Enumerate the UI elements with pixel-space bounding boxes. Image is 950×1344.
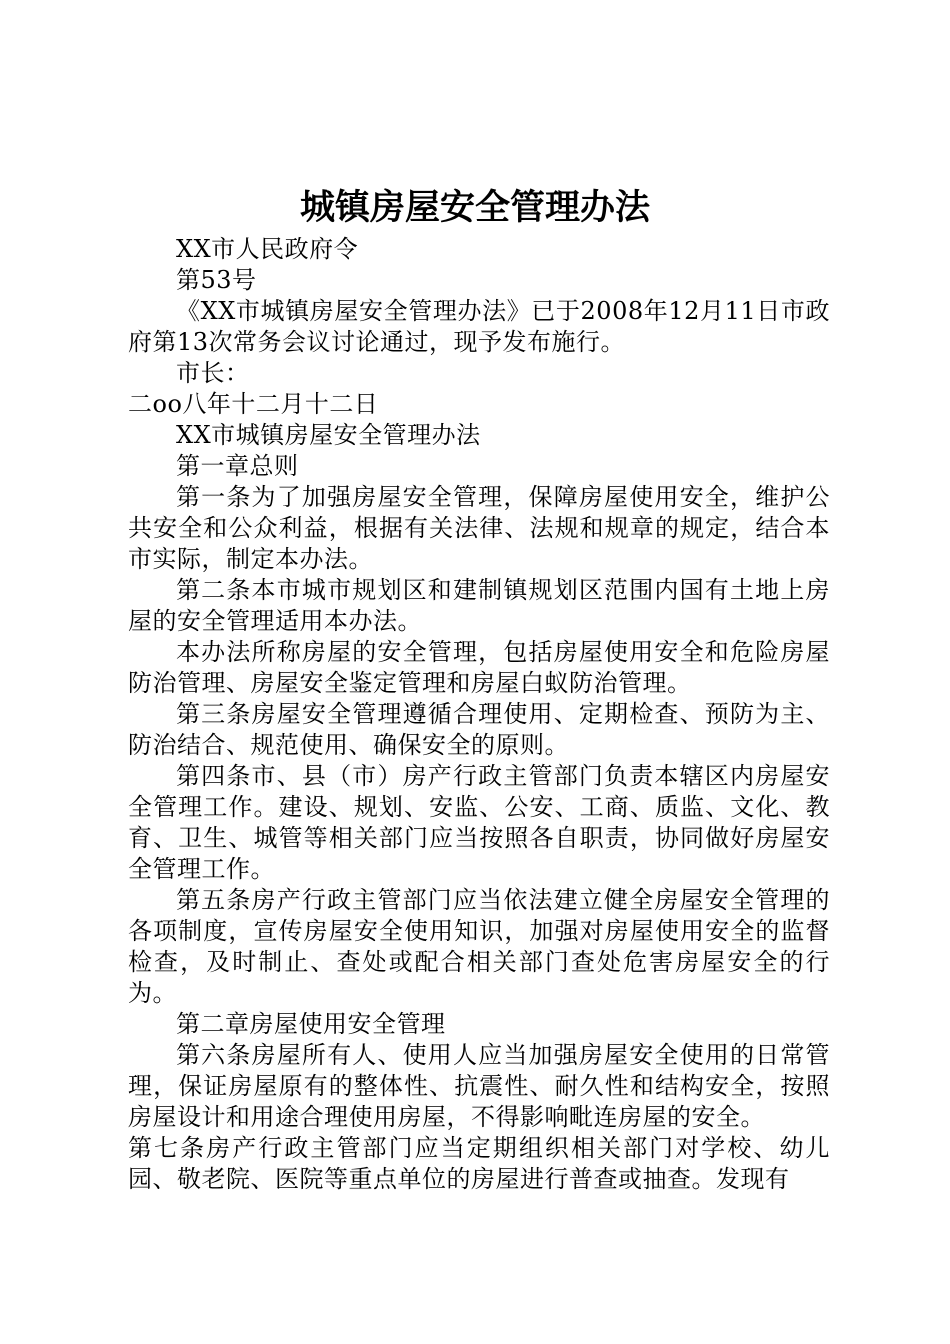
paragraph-mayor: 市长： [176,359,250,387]
paragraph-regulation-title: XX市城镇房屋安全管理办法 [176,421,481,449]
article-paragraph: 第三条房屋安全管理遵循合理使用、定期检查、预防为主、防治结合、规范使用、确保安全的原则。 [128,700,830,759]
document-title: 城镇房屋安全管理办法 [299,187,650,228]
chapter-heading: 第一章总则 [176,452,299,480]
paragraph-decree-number: 第53号 [176,266,257,294]
article-paragraph: 第七条房产行政主管部门应当定期组织相关部门对学校、幼儿园、敬老院、医院等重点单位的房屋进行普查或抽查。发现有 [128,1134,830,1193]
article-paragraph: 第五条房产行政主管部门应当依法建立健全房屋安全管理的各项制度，宣传房屋安全使用知识，加强对房屋使用安全的监督检查，及时制止、查处或配合相关部门查处危害房屋安全的行为。 [128,886,830,1007]
chapter-heading: 第二章房屋使用安全管理 [176,1010,446,1038]
paragraph-decree-issuer: XX市人民政府令 [176,235,359,263]
article-paragraph: 第二条本市城市规划区和建制镇规划区范围内国有土地上房屋的安全管理适用本办法。 [128,576,830,635]
paragraph-announcement: 《XX市城镇房屋安全管理办法》已于2008年12月11日市政府第13次常务会议讨论通过，现予发布施行。 [128,297,830,356]
paragraph-date: 二oo八年十二月十二日 [128,390,379,418]
article-paragraph: 本办法所称房屋的安全管理，包括房屋使用安全和危险房屋防治管理、房屋安全鉴定管理和房屋白蚁防治管理。 [128,638,830,697]
article-paragraph: 第一条为了加强房屋安全管理，保障房屋使用安全，维护公共安全和公众利益，根据有关法律、法规和规章的规定，结合本市实际，制定本办法。 [128,483,830,573]
document-body [128,234,830,1195]
article-paragraph: 第六条房屋所有人、使用人应当加强房屋安全使用的日常管理，保证房屋原有的整体性、抗震性、耐久性和结构安全，按照房屋设计和用途合理使用房屋，不得影响毗连房屋的安全。 [128,1041,830,1131]
article-paragraph: 第四条市、县（市）房产行政主管部门负责本辖区内房屋安全管理工作。建设、规划、安监、公安、工商、质监、文化、教育、卫生、城管等相关部门应当按照各自职责，协同做好房屋安全管理工作。 [128,762,830,883]
